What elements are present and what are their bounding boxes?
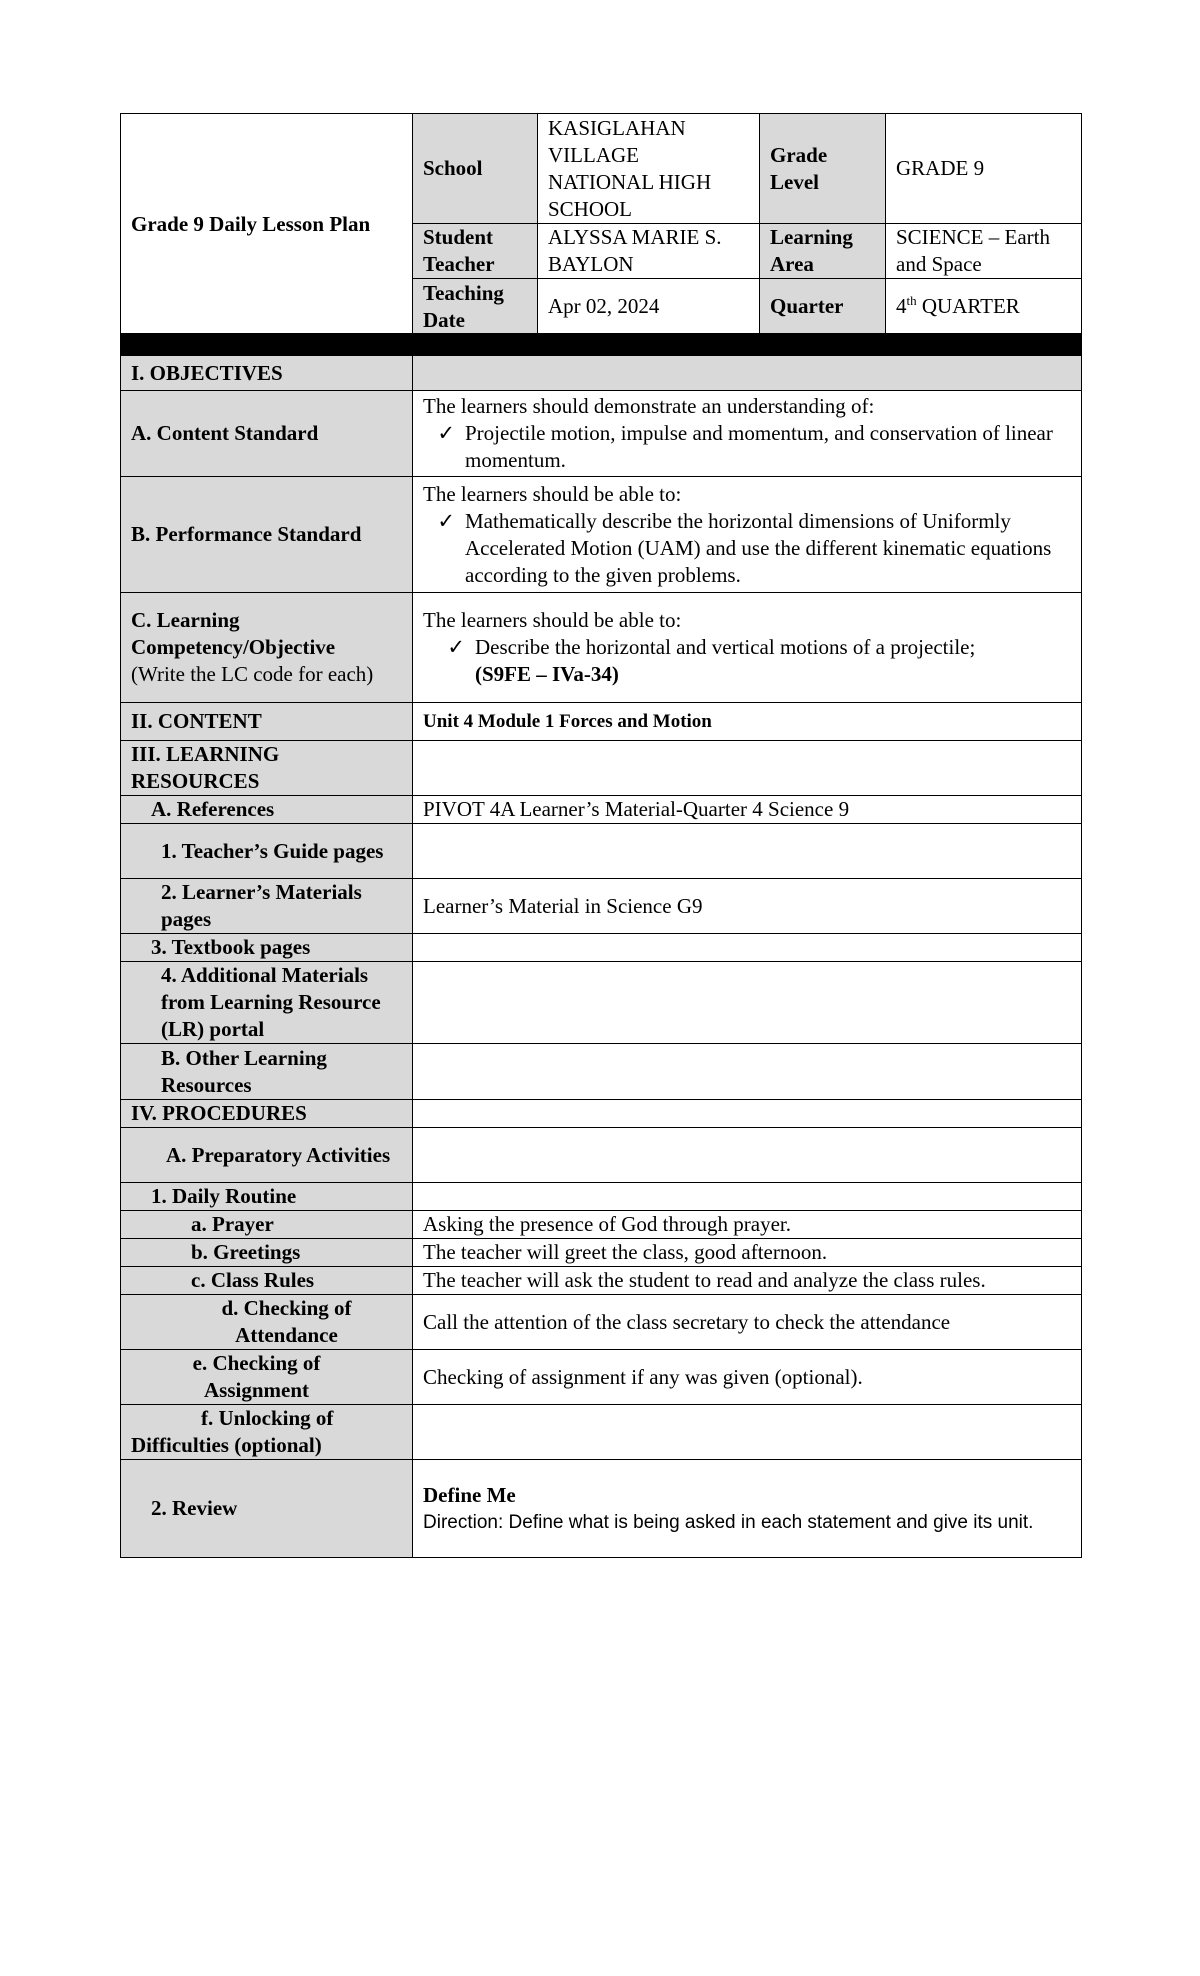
learning-competency-item: Describe the horizontal and vertical motions of a projectile; bbox=[475, 635, 976, 659]
check-icon: ✓ bbox=[437, 421, 455, 445]
assignment-label: e. Checking of Assignment bbox=[121, 1350, 413, 1405]
blank-cell bbox=[413, 824, 1082, 879]
references-label: A. References bbox=[121, 796, 413, 824]
references-value: PIVOT 4A Learner’s Material-Quarter 4 Science 9 bbox=[413, 796, 1082, 824]
learning-competency-intro: The learners should be able to: bbox=[423, 608, 682, 632]
student-teacher-value: ALYSSA MARIE S. BAYLON bbox=[538, 224, 760, 279]
greetings-label: b. Greetings bbox=[121, 1239, 413, 1267]
review-label: 2. Review bbox=[121, 1460, 413, 1558]
learning-competency-code: (S9FE – IVa-34) bbox=[475, 662, 619, 686]
performance-standard-item: Mathematically describe the horizontal dimensions of Uniformly Accelerated Motion (UAM) and use the different kinematic equations according to the given problems. bbox=[465, 508, 1052, 587]
prayer-value: Asking the presence of God through prayer. bbox=[413, 1211, 1082, 1239]
blank-cell bbox=[413, 1183, 1082, 1211]
class-rules-label: c. Class Rules bbox=[121, 1267, 413, 1295]
blank-cell bbox=[413, 741, 1082, 796]
grade-level-value: GRADE 9 bbox=[886, 114, 1082, 224]
performance-standard-intro: The learners should be able to: bbox=[423, 481, 682, 506]
learning-resources-heading: III. LEARNING RESOURCES bbox=[121, 741, 413, 796]
unlocking-label: f. Unlocking of Difficulties (optional) bbox=[121, 1405, 413, 1460]
blank-cell bbox=[413, 1128, 1082, 1183]
check-icon: ✓ bbox=[437, 508, 455, 533]
review-direction: Direction: Define what is being asked in each statement and give its unit. bbox=[423, 1511, 1034, 1533]
teachers-guide-label: 1. Teacher’s Guide pages bbox=[121, 824, 413, 879]
performance-standard-cell bbox=[413, 477, 1082, 593]
document-title: Grade 9 Daily Lesson Plan bbox=[121, 114, 413, 335]
teaching-date-label: Teaching Date bbox=[413, 279, 538, 335]
blank-cell bbox=[413, 934, 1082, 962]
learning-competency-label: C. Learning Competency/Objective (Write the LC code for each) bbox=[121, 593, 413, 703]
school-label: School bbox=[413, 114, 538, 224]
assignment-value: Checking of assignment if any was given (optional). bbox=[413, 1350, 1082, 1405]
attendance-label: d. Checking of Attendance bbox=[121, 1295, 413, 1350]
student-teacher-label: Student Teacher bbox=[413, 224, 538, 279]
learning-competency-cell bbox=[413, 593, 1082, 703]
prayer-label: a. Prayer bbox=[121, 1211, 413, 1239]
content-standard-label: A. Content Standard bbox=[121, 391, 413, 477]
other-resources-label: B. Other Learning Resources bbox=[121, 1044, 413, 1100]
objectives-heading-blank bbox=[413, 356, 1082, 391]
procedures-heading: IV. PROCEDURES bbox=[121, 1100, 413, 1128]
black-divider-row bbox=[121, 334, 1082, 356]
lesson-plan-table bbox=[120, 333, 1082, 1558]
daily-routine-label: 1. Daily Routine bbox=[121, 1183, 413, 1211]
quarter-value: 4th QUARTER bbox=[886, 279, 1082, 335]
blank-cell bbox=[413, 1405, 1082, 1460]
check-icon: ✓ bbox=[447, 635, 465, 659]
review-title: Define Me bbox=[423, 1482, 516, 1507]
class-rules-value: The teacher will ask the student to read and analyze the class rules. bbox=[413, 1267, 1082, 1295]
school-value: KASIGLAHAN VILLAGE NATIONAL HIGH SCHOOL bbox=[538, 114, 760, 224]
teaching-date-value: Apr 02, 2024 bbox=[538, 279, 760, 335]
grade-level-label: Grade Level bbox=[760, 114, 886, 224]
blank-cell bbox=[413, 1100, 1082, 1128]
blank-cell bbox=[413, 1044, 1082, 1100]
content-standard-intro: The learners should demonstrate an understanding of: bbox=[423, 394, 875, 418]
textbook-label: 3. Textbook pages bbox=[121, 934, 413, 962]
review-cell bbox=[413, 1460, 1082, 1558]
content-heading: II. CONTENT bbox=[121, 703, 413, 741]
header-table bbox=[120, 113, 1082, 335]
objectives-heading: I. OBJECTIVES bbox=[121, 356, 413, 391]
content-standard-item: Projectile motion, impulse and momentum, and conservation of linear momentum. bbox=[465, 421, 1053, 472]
additional-materials-label: 4. Additional Materials from Learning Resource (LR) portal bbox=[121, 962, 413, 1044]
attendance-value: Call the attention of the class secretary to check the attendance bbox=[413, 1295, 1082, 1350]
learners-materials-value: Learner’s Material in Science G9 bbox=[413, 879, 1082, 934]
content-value: Unit 4 Module 1 Forces and Motion bbox=[413, 703, 1082, 741]
learning-area-value: SCIENCE – Earth and Space bbox=[886, 224, 1082, 279]
content-standard-cell bbox=[413, 391, 1082, 477]
greetings-value: The teacher will greet the class, good afternoon. bbox=[413, 1239, 1082, 1267]
preparatory-activities-label: A. Preparatory Activities bbox=[121, 1128, 413, 1183]
quarter-label: Quarter bbox=[760, 279, 886, 335]
performance-standard-label: B. Performance Standard bbox=[121, 477, 413, 593]
learning-competency-note: (Write the LC code for each) bbox=[131, 662, 374, 686]
blank-cell bbox=[413, 962, 1082, 1044]
learning-area-label: Learning Area bbox=[760, 224, 886, 279]
learners-materials-label: 2. Learner’s Materials pages bbox=[121, 879, 413, 934]
